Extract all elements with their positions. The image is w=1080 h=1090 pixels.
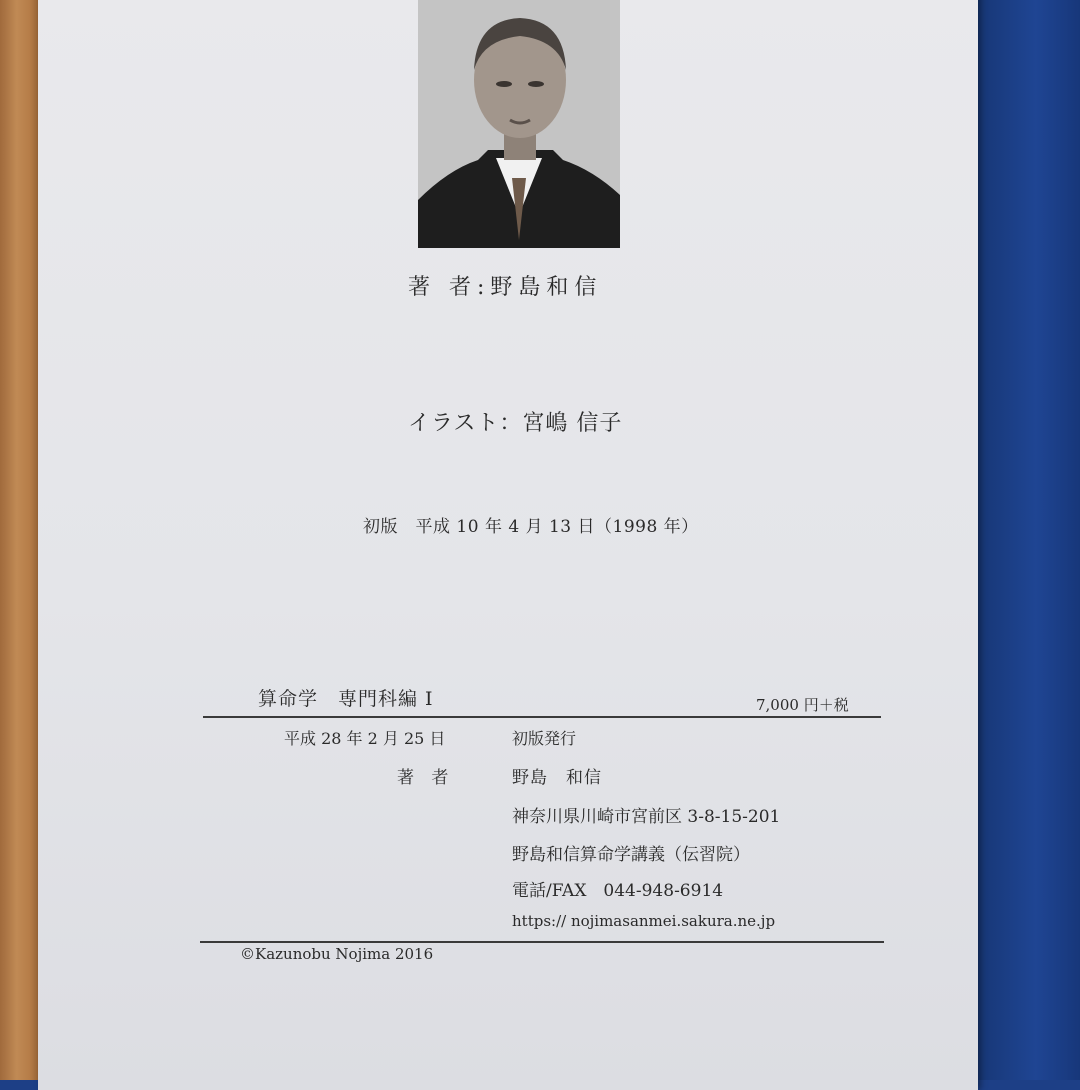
publication-note: 初版発行 [512,729,577,748]
portrait-image [418,0,620,248]
colophon-bottom-rule [200,941,884,943]
publication-date: 平成 28 年 2 月 25 日 [284,729,446,748]
colophon-top-rule [203,716,881,718]
first-edition-date: 初版 平成 10 年 4 月 13 日（1998 年） [363,517,699,537]
publisher-address: 神奈川県川崎市宮前区 3-8-15-201 [512,807,781,827]
colophon-author-name: 野島 和信 [512,768,602,788]
book-page [38,0,978,1090]
blue-cover-edge [970,0,1080,1080]
publisher-school: 野島和信算命学講義（伝習院） [512,845,750,865]
copyright-notice: ©Kazunobu Nojima 2016 [240,945,434,963]
author-credit [408,270,602,301]
colophon-author-label: 著 者 [397,768,455,788]
author-portrait [418,0,620,248]
author-label: 著 者: [408,275,491,300]
book-title: 算命学 専門科編 I [258,688,434,710]
publisher-url: https:// nojimasanmei.sakura.ne.jp [512,912,776,930]
book-price: 7,000 円＋税 [756,696,849,714]
author-name: 野島和信 [490,275,603,300]
publisher-phone: 電話/FAX 044-948-6914 [512,881,724,901]
wooden-table-edge [0,0,42,1080]
illustrator-credit [408,406,622,437]
illustrator-name: 宮嶋 信子 [522,411,623,436]
illustrator-label: イラスト： [408,411,523,436]
